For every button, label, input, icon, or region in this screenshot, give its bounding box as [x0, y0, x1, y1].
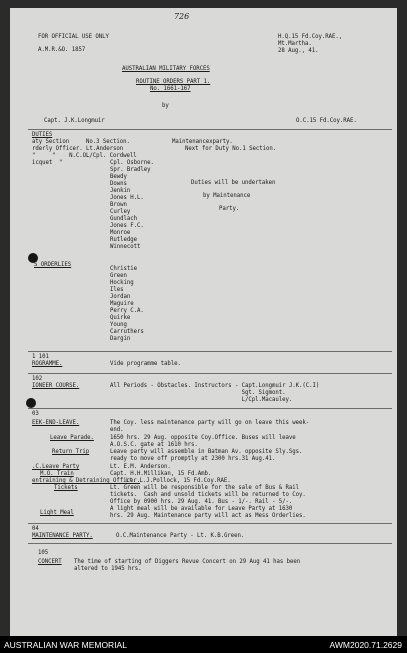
orders-number: No. 1661-167 — [150, 86, 191, 92]
name-list-item: Bewdy — [110, 174, 127, 180]
name-list-item: Curley — [110, 209, 131, 215]
section-number: 03 — [32, 411, 39, 417]
section-divider — [28, 373, 392, 374]
archive-footer — [0, 636, 407, 653]
sub-label: Leave Parade. — [50, 435, 94, 441]
section-text: Vide programme table. — [110, 361, 181, 367]
section-number: 04 — [32, 526, 39, 532]
name-list-item: Christie — [110, 266, 137, 272]
duty-label: rderly Officer. — [32, 146, 83, 152]
maintenance-note: Duties will be undertaken — [191, 180, 276, 186]
duty-entry: L/Cpl. Cordwell — [86, 153, 137, 159]
sub-label: Return Trip — [52, 449, 90, 455]
section-text: tickets. Cash and unsold tickets will be returned to Coy. — [110, 492, 306, 498]
issuer-title: O.C.15 Fd.Coy.RAE. — [296, 118, 357, 124]
name-list-item: Jordan — [110, 294, 131, 300]
unit-address: H.Q.15 Fd.Coy.RAE., — [278, 34, 343, 40]
section-text: Lt. L.J.Pollock, 15 Fd.Coy.RAE. — [126, 478, 231, 484]
issuer-name: Capt. J.K.Longmuir — [44, 118, 105, 124]
org-title: AUSTRALIAN MILITARY FORCES — [122, 66, 210, 72]
section-text: A light meal will be available for Leave Party at 1630 — [110, 506, 293, 512]
sub-label: M.O. Train — [40, 471, 74, 477]
name-list-item: Monroe — [110, 230, 131, 236]
name-list-item: Dargin — [110, 336, 131, 342]
section-text: All Periods - Obstacles. Instructors - Capt.Longmuir J.K.(C.I) — [110, 383, 320, 389]
punch-hole — [28, 253, 38, 263]
section-number: 1 101 — [32, 354, 49, 360]
section-text: 1650 hrs. 29 Aug. opposite Coy.Office. Buses will leave — [110, 435, 296, 441]
struck-text: Maintenancexparty. — [172, 139, 233, 145]
sub-label: Light Meal — [40, 510, 74, 516]
section-heading: EEK-END-LEAVE. — [32, 420, 80, 426]
name-list-item: Gundlach — [110, 216, 137, 222]
section-text: Sgt. Sigmont. — [110, 390, 286, 396]
punch-hole — [26, 398, 36, 408]
duties-heading: DUTIES — [32, 132, 53, 138]
section-text: Office by 0900 hrs. 29 Aug. 41. Bus - 1/-. Rail - 5/-. — [110, 499, 293, 505]
section-text: Lt. Green will be responsible for the sale of Bus & Rail — [110, 485, 299, 491]
section-heading: CONCERT — [38, 559, 62, 565]
name-list-item: Hocking — [110, 280, 134, 286]
page-annotation: 726 — [174, 12, 190, 21]
name-list-item: Maguire — [110, 301, 134, 307]
location: Mt.Martha. — [278, 41, 312, 47]
section-number: 102 — [32, 376, 43, 382]
maintenance-note: Party. — [219, 206, 240, 212]
section-text: Lt. E.M. Anderson. — [110, 464, 171, 470]
section-heading: MAINTENANCE PARTY. — [32, 533, 93, 539]
name-list-item: Perry C.A. — [110, 308, 144, 314]
name-list-item: Iles — [110, 287, 124, 293]
by-line: by — [162, 103, 169, 109]
orderlies-heading: S ORDERLIES — [34, 262, 72, 268]
next-duty: Next for Duty No.1 Section. — [185, 146, 277, 152]
section-text: The Coy. less maintenance party will go on leave this week- — [110, 420, 310, 426]
section-text: altered to 1945 hrs. — [74, 566, 142, 572]
duty-label: aty Section — [32, 139, 70, 145]
sub-label: Tickets — [54, 485, 78, 491]
duty-entry: Cpl. Osborne. — [110, 160, 154, 166]
section-text: hrs. 29 Aug. Maintenance party will act as Mess Orderlies. — [110, 513, 306, 519]
name-list-item: Jenkin — [110, 188, 131, 194]
sub-label: .C.Leave Party — [32, 464, 80, 470]
archive-name: AUSTRALIAN WAR MEMORIAL — [4, 640, 127, 650]
section-text: A.O.S.C. gate at 1610 hrs. — [110, 442, 198, 448]
section-text: end. — [110, 427, 124, 433]
name-list-item: Brown — [110, 202, 127, 208]
security-marking: FOR OFFICIAL USE ONLY — [38, 34, 109, 40]
section-heading: IONEER COURSE. — [32, 383, 80, 389]
name-list-item: Carruthers — [110, 329, 144, 335]
name-list-item: Jones H.L. — [110, 195, 144, 201]
orders-title: ROUTINE ORDERS PART 1. — [136, 79, 211, 85]
section-text: L/Cpl.Macauley. — [110, 397, 293, 403]
section-divider — [28, 408, 392, 409]
form-reference: A.M.R.&O. 1857 — [38, 47, 86, 53]
section-text: The time of starting of Diggers Revue Concert on 29 Aug 41 has been — [74, 559, 301, 565]
name-list-item: Green — [110, 273, 127, 279]
section-divider — [28, 543, 392, 544]
name-list-item: Downs — [110, 181, 127, 187]
name-list-item: Jones F.C. — [110, 223, 144, 229]
name-list-item: Winnecott — [110, 244, 141, 250]
header-divider — [28, 129, 392, 130]
name-list-item: Quirke — [110, 315, 131, 321]
section-text: Leave party will assemble in Batman Av. opposite Sly.Sgs. — [110, 449, 303, 455]
duty-entry: Spr. Bradley — [110, 167, 151, 173]
section-divider — [28, 523, 392, 524]
duty-entry: No.3 Section. — [86, 139, 130, 145]
section-heading: ROGRAMME. — [32, 361, 63, 367]
archive-reference: AWM2020.71.2629 — [329, 640, 402, 650]
duty-entry: Lt.Anderson — [86, 146, 124, 152]
section-text: O.C.Maintenance Party - Lt. K.B.Green. — [116, 533, 245, 539]
section-text: Capt. H.H.Millikan, 15 Fd.Amb. — [110, 471, 212, 477]
sub-label: entraining & Detraining Officer. — [32, 478, 140, 484]
name-list-item: Rutledge — [110, 237, 137, 243]
duty-label: icquet " — [32, 160, 63, 166]
name-list-item: Young — [110, 322, 127, 328]
section-text: ready to move off promptly at 2300 hrs.31 Aug.41. — [110, 456, 276, 462]
document-page — [10, 8, 397, 636]
issue-date: 28 Aug., 41. — [278, 48, 319, 54]
section-divider — [28, 351, 392, 352]
section-number: 105 — [38, 550, 49, 556]
maintenance-note: by Maintenance — [203, 193, 251, 199]
duty-label: " " N.C.O. — [32, 153, 90, 159]
